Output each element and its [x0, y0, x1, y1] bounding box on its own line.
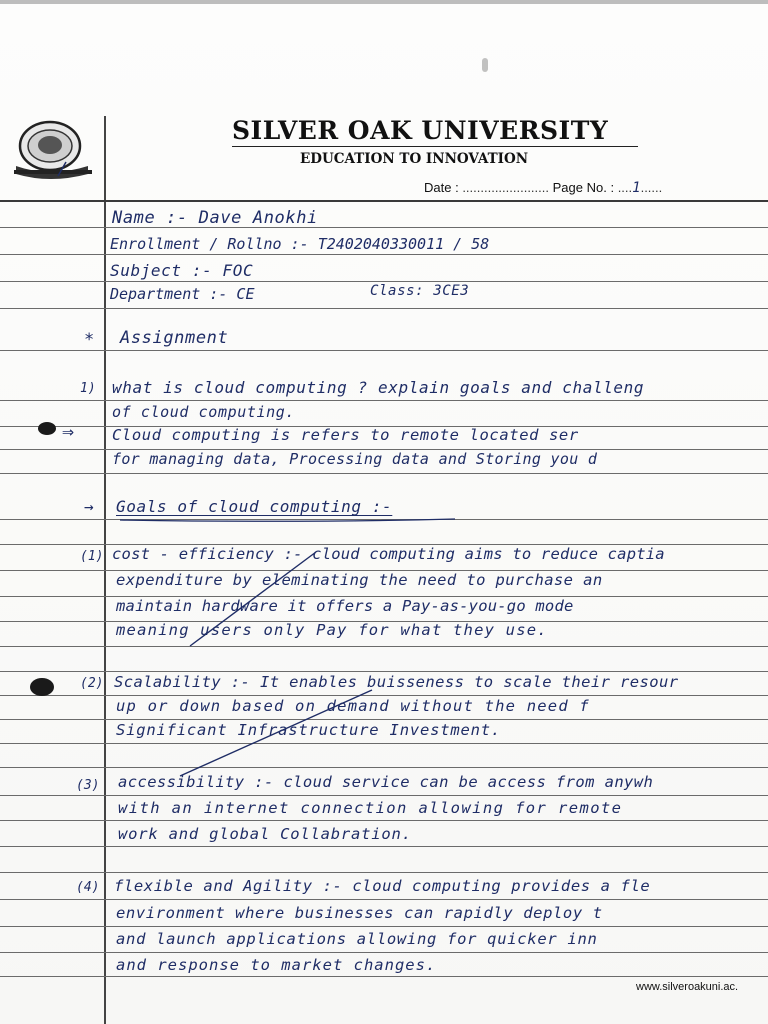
point-number: (2) — [80, 676, 104, 691]
goals-arrow: → — [84, 497, 95, 516]
point-number: (1) — [80, 549, 104, 564]
date-label: Date : — [424, 180, 459, 195]
point-line: Significant Infrastructure Investment. — [116, 721, 502, 739]
point-line: with an internet connection allowing for remote — [118, 799, 623, 817]
point-line: cost - efficiency :- cloud computing aims to reduce captia — [112, 545, 665, 563]
answer-arrow: ⇒ — [62, 419, 75, 443]
point-line: Scalability :- It enables buisseness to scale their resour — [114, 673, 679, 691]
student-name: Name :- Dave Anokhi — [112, 208, 318, 228]
subject-line: Subject :- FOC — [110, 261, 254, 280]
point-line: accessibility :- cloud service can be access from anywh — [118, 773, 654, 791]
point-line: expenditure by eleminating the need to purchase an — [116, 571, 603, 589]
point-line: up or down based on demand without the need f — [116, 697, 590, 715]
point-line: work and global Collabration. — [118, 825, 412, 843]
assignment-bullet: * — [84, 330, 95, 350]
goals-underline-stroke — [120, 519, 455, 521]
point-line: flexible and Agility :- cloud computing provides a fle — [114, 877, 651, 895]
question-line: of cloud computing. — [112, 403, 295, 421]
pen-stroke — [180, 690, 372, 776]
footer-website: www.silveroakuni.ac. — [636, 981, 739, 993]
page-number: 1 — [632, 180, 641, 196]
assignment-heading: Assignment — [120, 328, 229, 348]
point-line: meaning users only Pay for what they use. — [116, 621, 548, 639]
page-dots: ...... — [640, 180, 663, 195]
point-line: environment where businesses can rapidly deploy t — [116, 904, 603, 922]
question-line: what is cloud computing ? explain goals and challeng — [112, 378, 645, 397]
point-line: and response to market changes. — [116, 956, 437, 974]
pen-stroke — [190, 552, 316, 646]
answer-line: Cloud computing is refers to remote located ser — [112, 426, 579, 444]
answer-line: for managing data, Processing data and Storing you d — [112, 450, 598, 468]
university-tagline: EDUCATION TO INNOVATION — [300, 151, 529, 167]
enrollment-line: Enrollment / Rollno :- T2402040330011 / 58 — [110, 235, 490, 253]
page-label: Page No. : — [552, 180, 615, 195]
question-number: 1) — [80, 381, 96, 396]
point-line: maintain hardware it offers a Pay-as-you-go mode — [116, 597, 574, 615]
point-number: (4) — [76, 880, 100, 895]
date-dots: ........................ — [462, 180, 549, 195]
goals-heading: Goals of cloud computing :- — [116, 497, 393, 516]
page-dots-before: .... — [617, 180, 633, 195]
point-number: (3) — [76, 778, 100, 793]
department-line: Department :- CE — [110, 285, 255, 303]
point-line: and launch applications allowing for quicker inn — [116, 930, 598, 948]
university-name: SILVER OAK UNIVERSITY — [232, 116, 609, 145]
class-line: Class: 3CE3 — [370, 283, 470, 299]
